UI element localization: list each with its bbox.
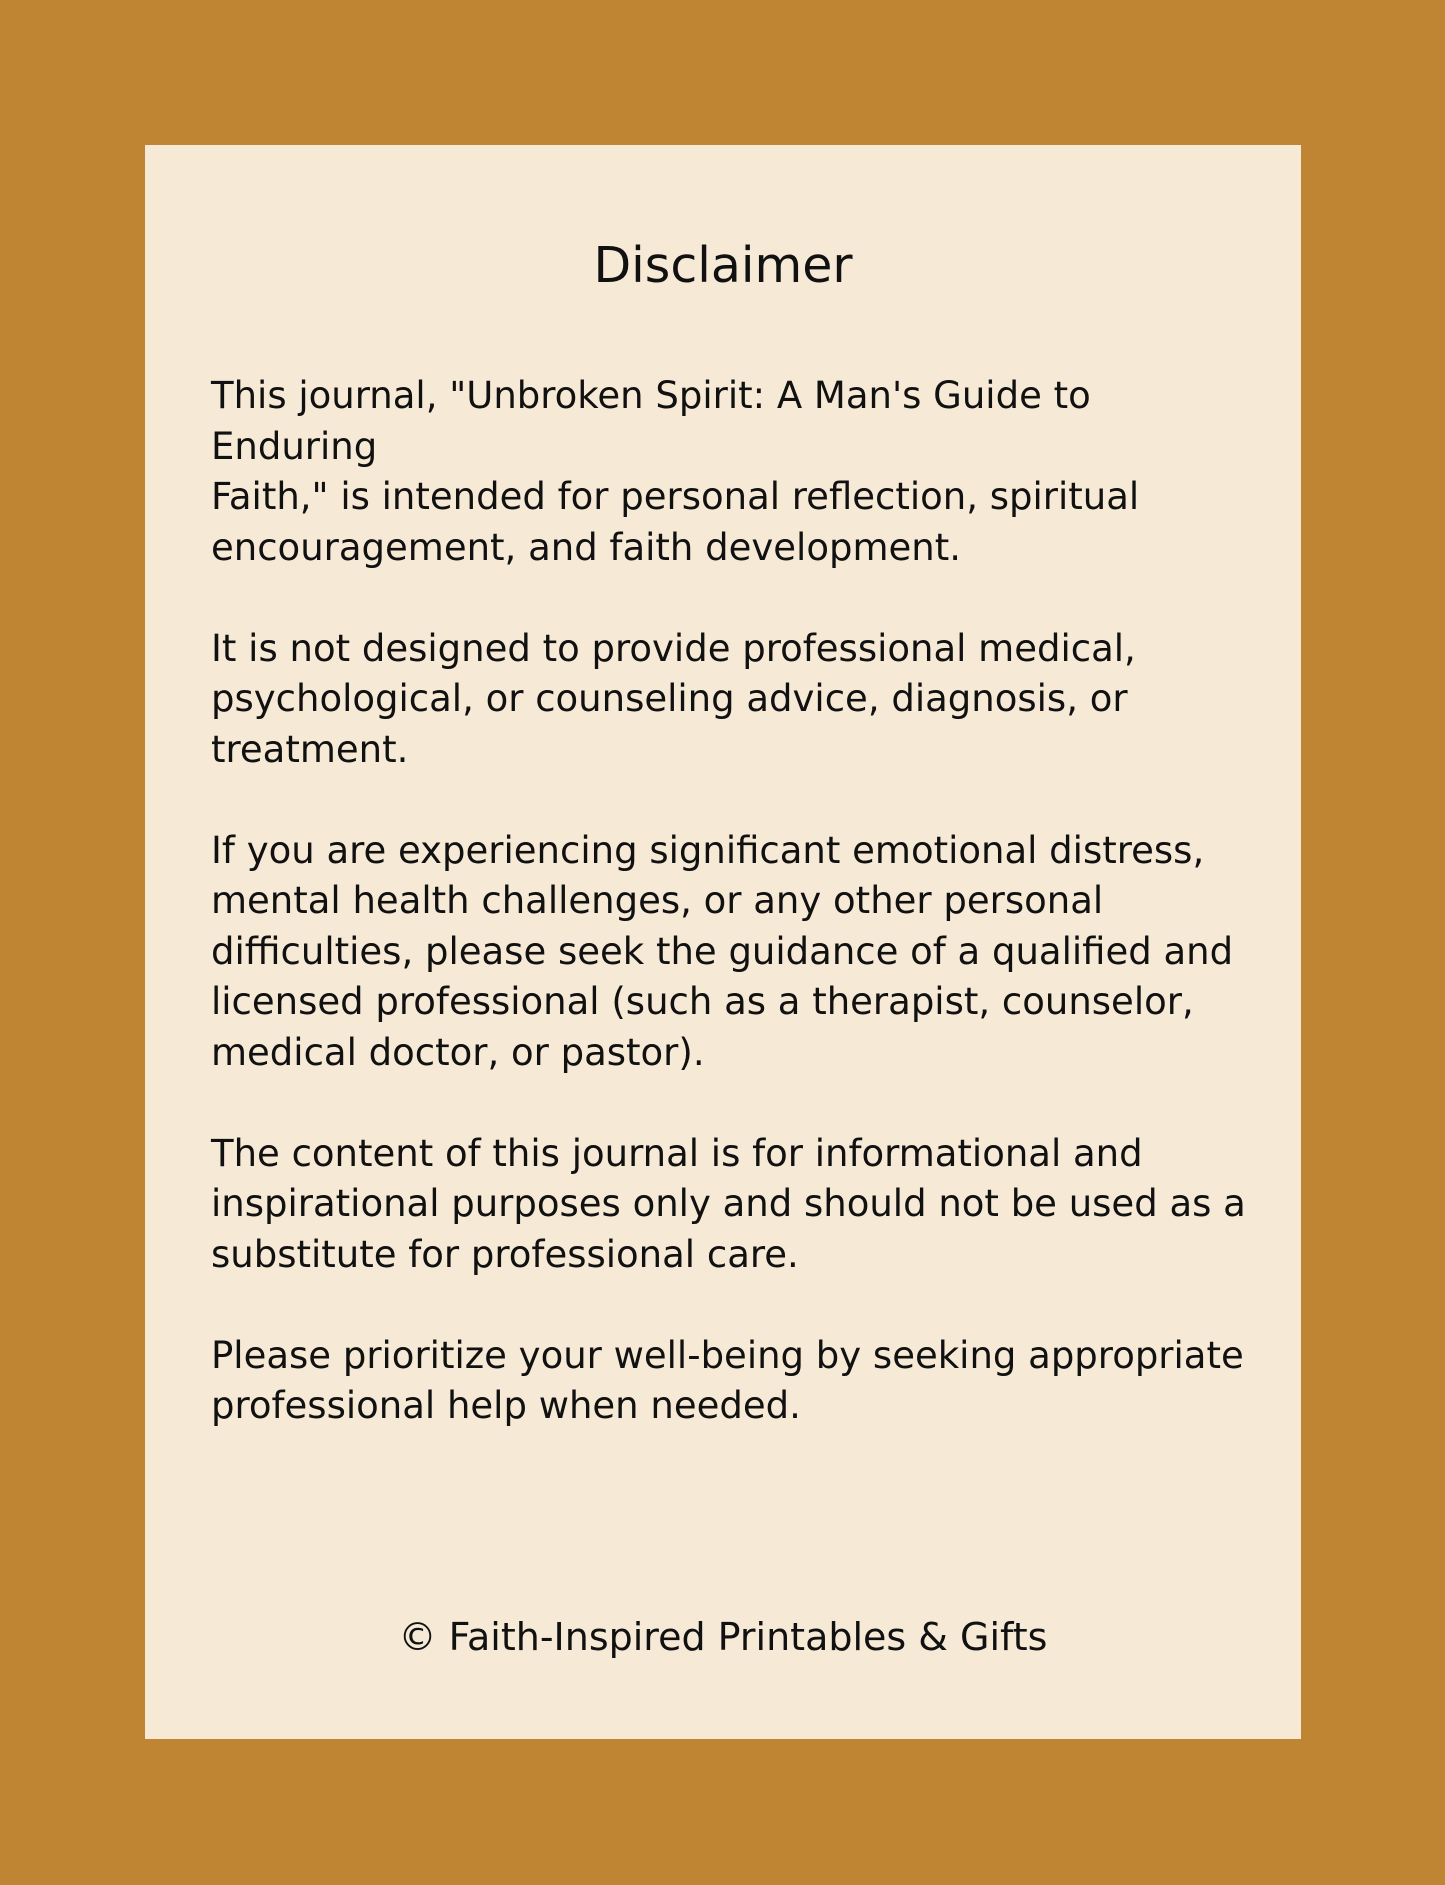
page-title: Disclaimer bbox=[593, 237, 853, 294]
paragraph-informational-only: The content of this journal is for informational and inspirational purposes only and should not be used as a substitute for professional care. bbox=[211, 1131, 1246, 1276]
disclaimer-card bbox=[145, 145, 1301, 1739]
paragraph-purpose: This journal, "Unbroken Spirit: A Man's Guide to Enduring Faith," is intended for personal reflection, spiritual encouragement, and faith development. bbox=[211, 374, 1140, 569]
disclaimer-body bbox=[211, 371, 1251, 1482]
paragraph-seek-help: If you are experiencing significant emotional distress, mental health challenges, or any other personal difficulties, please seek the guidance of a qualified and licensed professional (such as a therapist, counselor, medical doctor, or pastor). bbox=[211, 828, 1234, 1074]
copyright-notice: © Faith-Inspired Printables & Gifts bbox=[398, 1615, 1048, 1659]
paragraph-not-professional-advice: It is not designed to provide professional medical, psychological, or counseling advice, diagnosis, or treatment. bbox=[211, 626, 1136, 771]
paragraph-prioritize-wellbeing: Please prioritize your well-being by seeking appropriate professional help when needed. bbox=[211, 1333, 1244, 1427]
